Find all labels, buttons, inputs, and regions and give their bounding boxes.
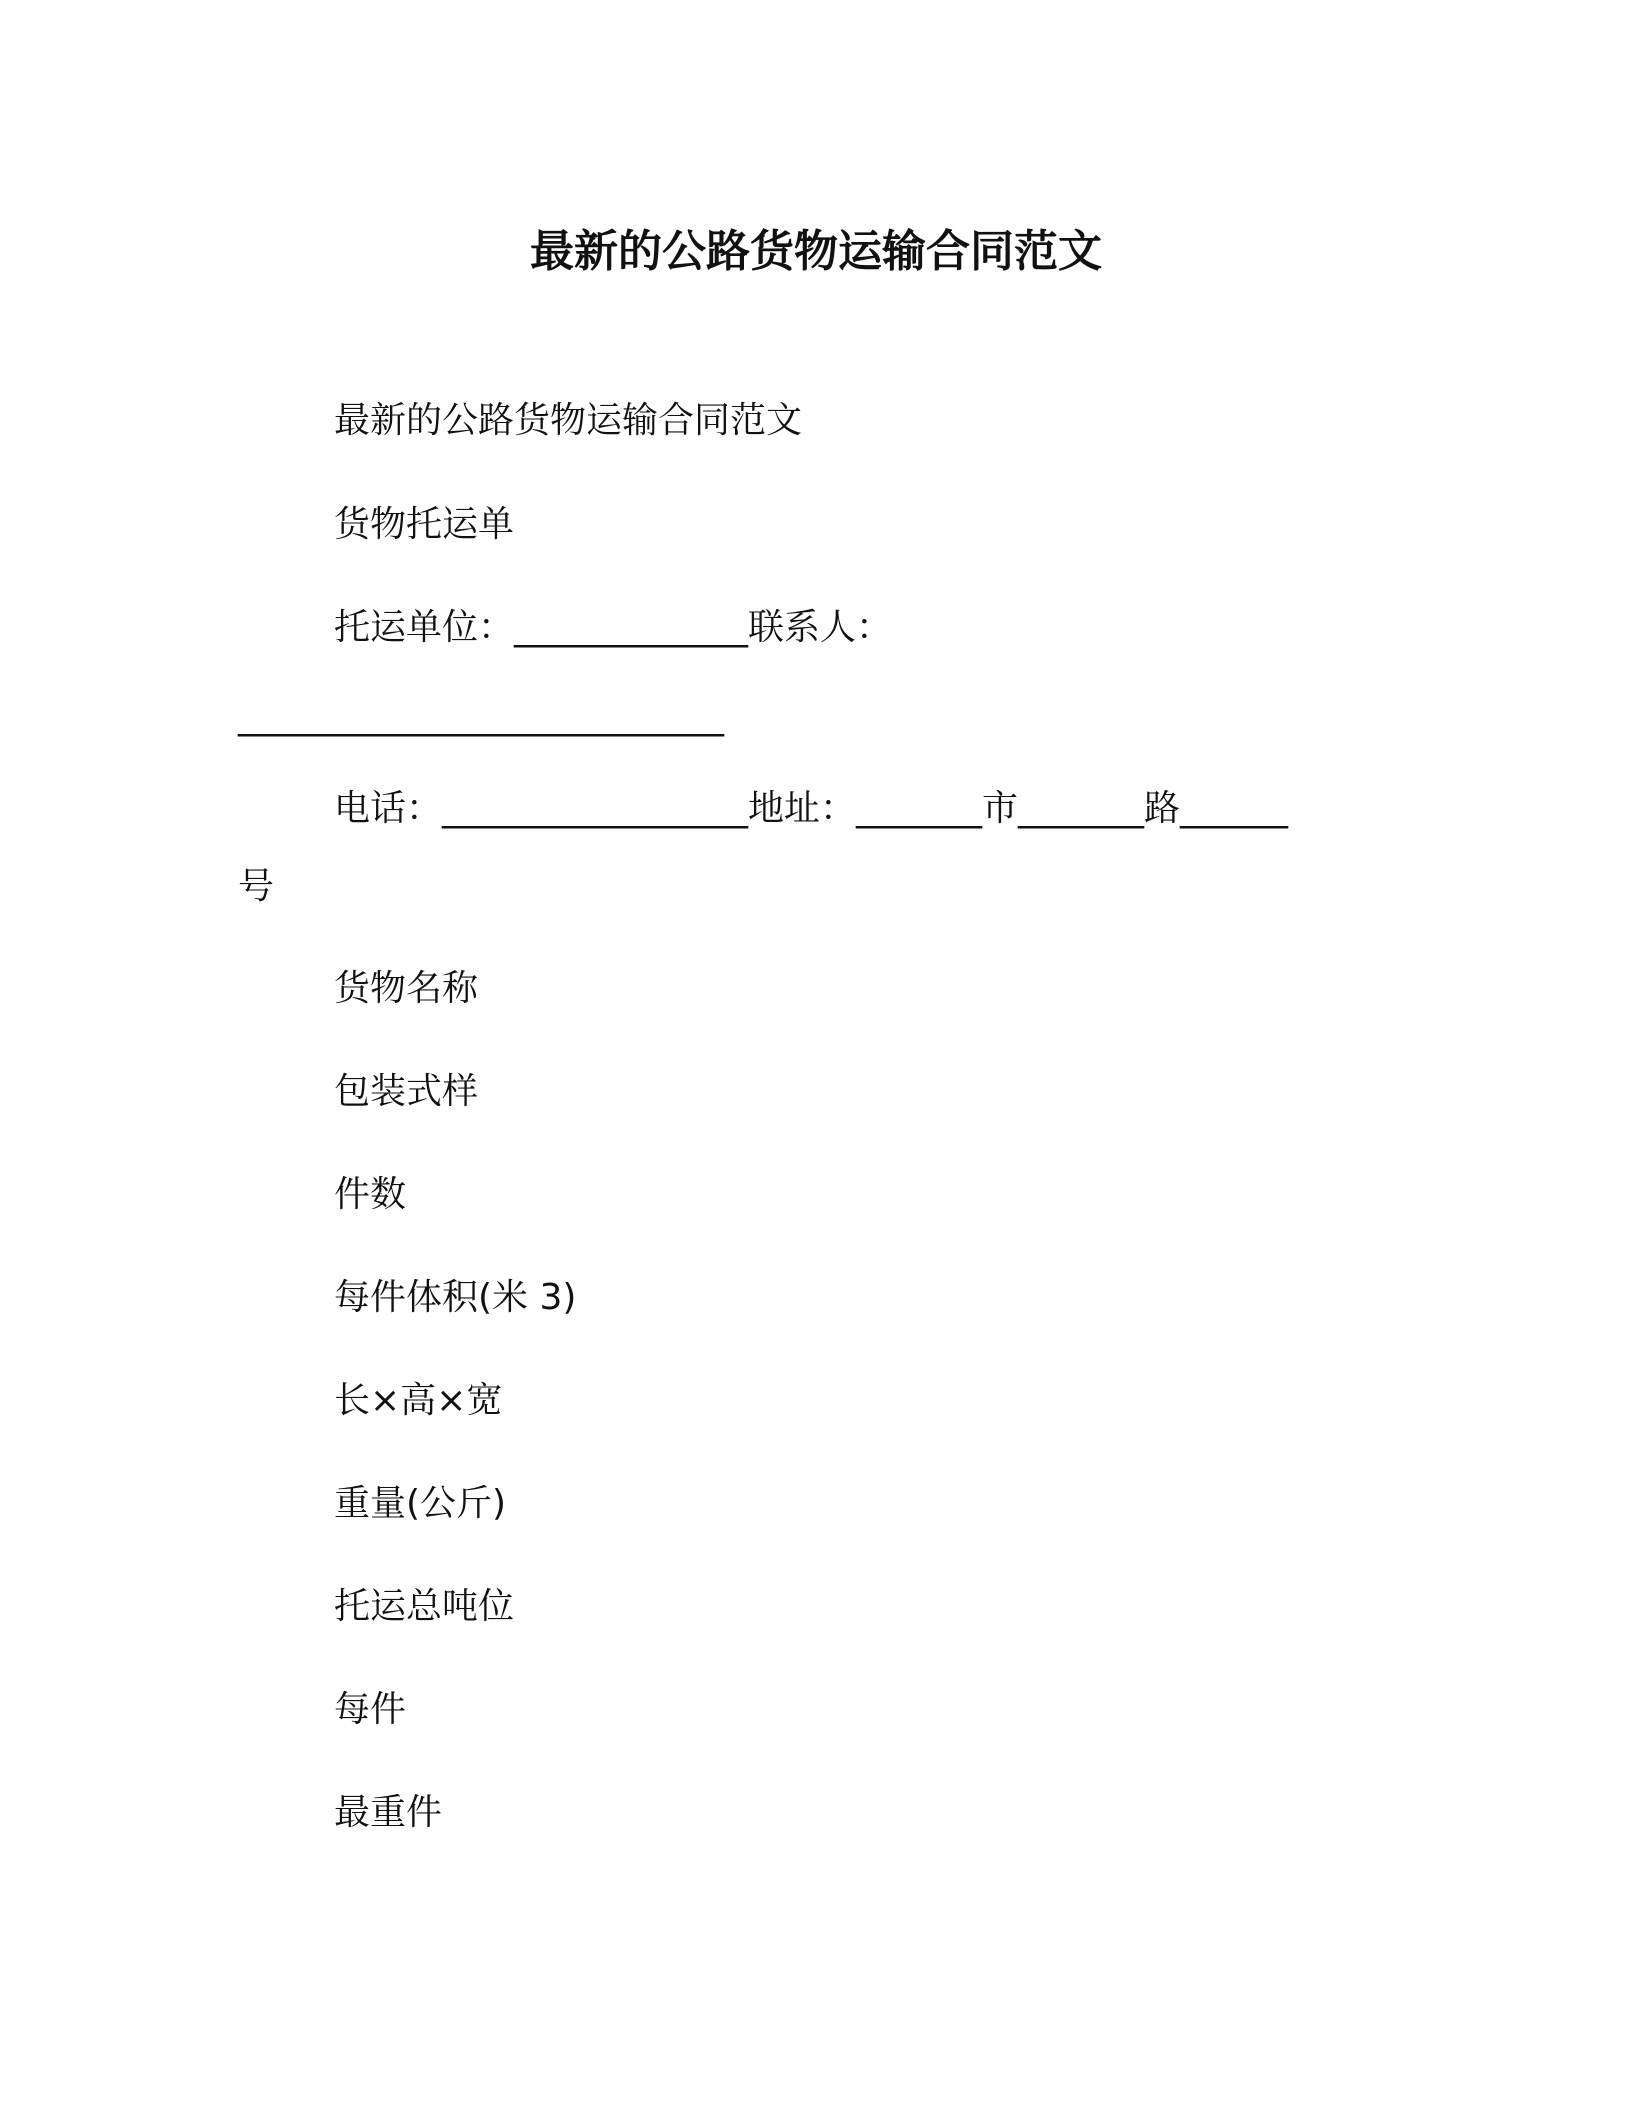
- paragraph-volume-per-piece: 每件体积(米 3): [334, 1277, 577, 1318]
- paragraph-consignor-contact: 托运单位：_____________联系人：: [334, 607, 893, 648]
- paragraph-contact-blank: ___________________________: [238, 696, 724, 737]
- paragraph-piece-count: 件数: [334, 1174, 407, 1215]
- paragraph-packaging-style: 包装式样: [334, 1071, 479, 1112]
- paragraph-per-piece: 每件: [334, 1689, 407, 1730]
- paragraph-dimensions: 长×高×宽: [334, 1380, 503, 1421]
- paragraph-address-number: 号: [238, 866, 275, 907]
- document-title: 最新的公路货物运输合同范文: [530, 226, 1102, 277]
- paragraph-goods-name: 货物名称: [334, 968, 479, 1009]
- paragraph-waybill-heading: 货物托运单: [334, 504, 515, 545]
- paragraph-weight: 重量(公斤): [334, 1483, 507, 1524]
- paragraph-heaviest-piece: 最重件: [334, 1792, 443, 1833]
- paragraph-total-tonnage: 托运总吨位: [334, 1586, 515, 1627]
- paragraph-phone-address: 电话：_________________地址：_______市_______路______: [334, 788, 1289, 829]
- paragraph-subtitle: 最新的公路货物运输合同范文: [334, 400, 803, 441]
